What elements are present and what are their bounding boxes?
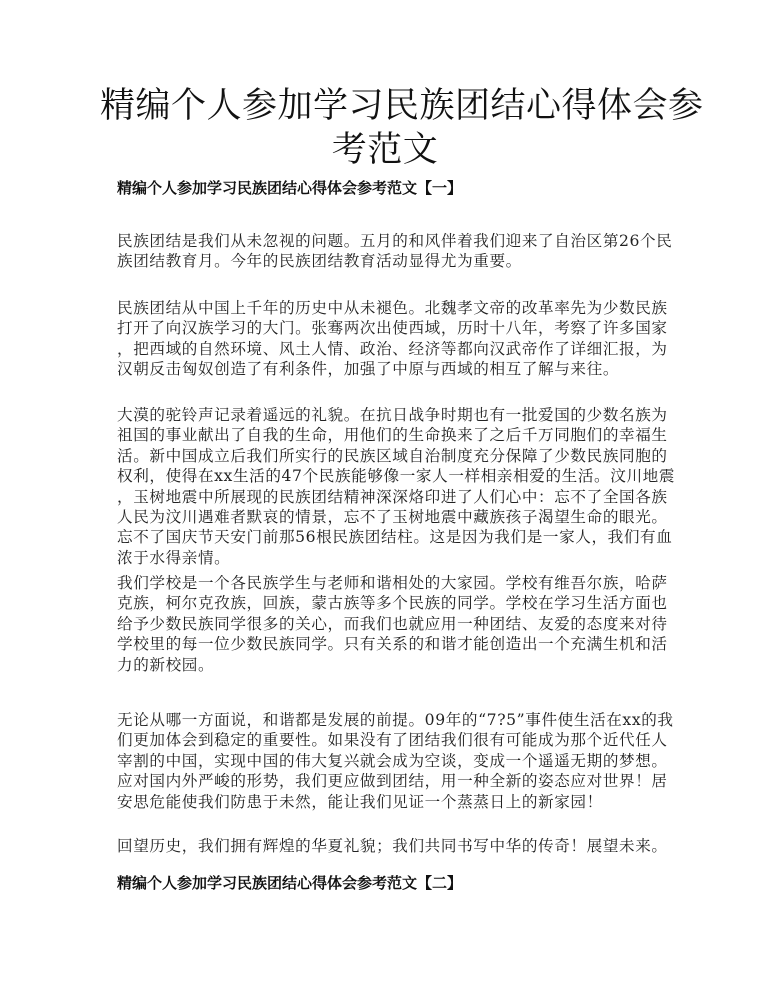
paragraph-line: 应对国内外严峻的形势，我们更应做到团结，用一种全新的姿态应对世界！居	[117, 772, 668, 791]
section-heading-1: 精编个人参加学习民族团结心得体会参考范文【一】	[117, 179, 463, 197]
paragraph-line: 们更加体会到稳定的重要性。如果没有了团结我们很有可能成为那个近代任人	[117, 731, 668, 750]
paragraph-line: 宰割的中国，实现中国的伟大复兴就会成为空谈，变成一个遥遥无期的梦想。	[117, 751, 668, 770]
paragraph-line: 汉朝反击匈奴创造了有利条件，加强了中原与西域的相互了解与来往。	[117, 360, 620, 379]
paragraph-line: 我们学校是一个各民族学生与老师和谐相处的大家园。学校有维吾尔族，哈萨	[117, 574, 668, 592]
section-heading-2: 精编个人参加学习民族团结心得体会参考范文【二】	[117, 874, 463, 892]
paragraph-1	[117, 231, 673, 272]
paragraph-line: ，把西域的自然环境、风土人情、政治、经济等都向汉武帝作了详细汇报，为	[117, 339, 668, 358]
paragraph-3	[117, 405, 676, 568]
paragraph-line: 力的新校园。	[117, 655, 215, 674]
paragraph-line: 无论从哪一方面说，和谐都是发展的前提。09年的“7?5”事件使生活在xx的我	[117, 711, 674, 729]
paragraph-line: 给予少数民族同学很多的关心，而我们也就应用一种团结、友爱的态度来对待	[117, 614, 668, 633]
paragraph-line: 忘不了国庆节天安门前那56根民族团结柱。这是因为我们是一家人，我们有血	[117, 528, 673, 547]
paragraph-line: 回望历史，我们拥有辉煌的华夏礼貌；我们共同书写中华的传奇！展望未来。	[117, 837, 668, 855]
paragraph-2	[117, 298, 668, 380]
paragraph-line: 大漠的驼铃声记录着遥远的礼貌。在抗日战争时期也有一批爱国的少数名族为	[117, 406, 668, 424]
paragraph-5	[117, 710, 674, 812]
paragraph-line: 人民为汶川遇难者默哀的情景，忘不了玉树地震中藏族孩子渴望生命的眼光。	[117, 508, 668, 527]
title-line: 考范文	[331, 130, 439, 170]
paragraph-line: 学校里的每一位少数民族同学。只有关系的和谐才能创造出一个充满生机和活	[117, 635, 668, 654]
document-title	[100, 84, 704, 172]
paragraph-line: 权利，使得在xx生活的47个民族能够像一家人一样相亲相爱的生活。汶川地震	[117, 467, 676, 486]
paragraph-line: 民族团结从中国上千年的历史中从未褪色。北魏孝文帝的改革率先为少数民族	[117, 299, 668, 317]
paragraph-line: ，玉树地震中所展现的民族团结精神深深烙印进了人们心中：忘不了全国各族	[117, 487, 668, 506]
paragraph-line: 浓于水得亲情。	[117, 548, 231, 567]
paragraph-line: 克族，柯尔克孜族，回族，蒙古族等多个民族的同学。学校在学习生活方面也	[117, 594, 668, 613]
paragraph-line: 安思危能使我们防患于未然，能让我们见证一个蒸蒸日上的新家园！	[117, 792, 603, 811]
paragraph-line: 民族团结是我们从未忽视的问题。五月的和风伴着我们迎来了自治区第26个民	[117, 232, 673, 250]
paragraph-4	[117, 573, 668, 675]
paragraph-line: 祖国的事业献出了自我的生命，用他们的生命换来了之后千万同胞们的幸福生	[117, 426, 668, 445]
paragraph-6	[117, 836, 668, 856]
title-line: 精编个人参加学习民族团结心得体会参	[100, 86, 704, 126]
paragraph-line: 打开了向汉族学习的大门。张骞两次出使西域，历时十八年，考察了许多国家	[117, 319, 668, 338]
paragraph-line: 族团结教育月。今年的民族团结教育活动显得尤为重要。	[117, 252, 522, 271]
paragraph-line: 活。新中国成立后我们所实行的民族区域自治制度充分保障了少数民族同胞的	[117, 446, 668, 465]
